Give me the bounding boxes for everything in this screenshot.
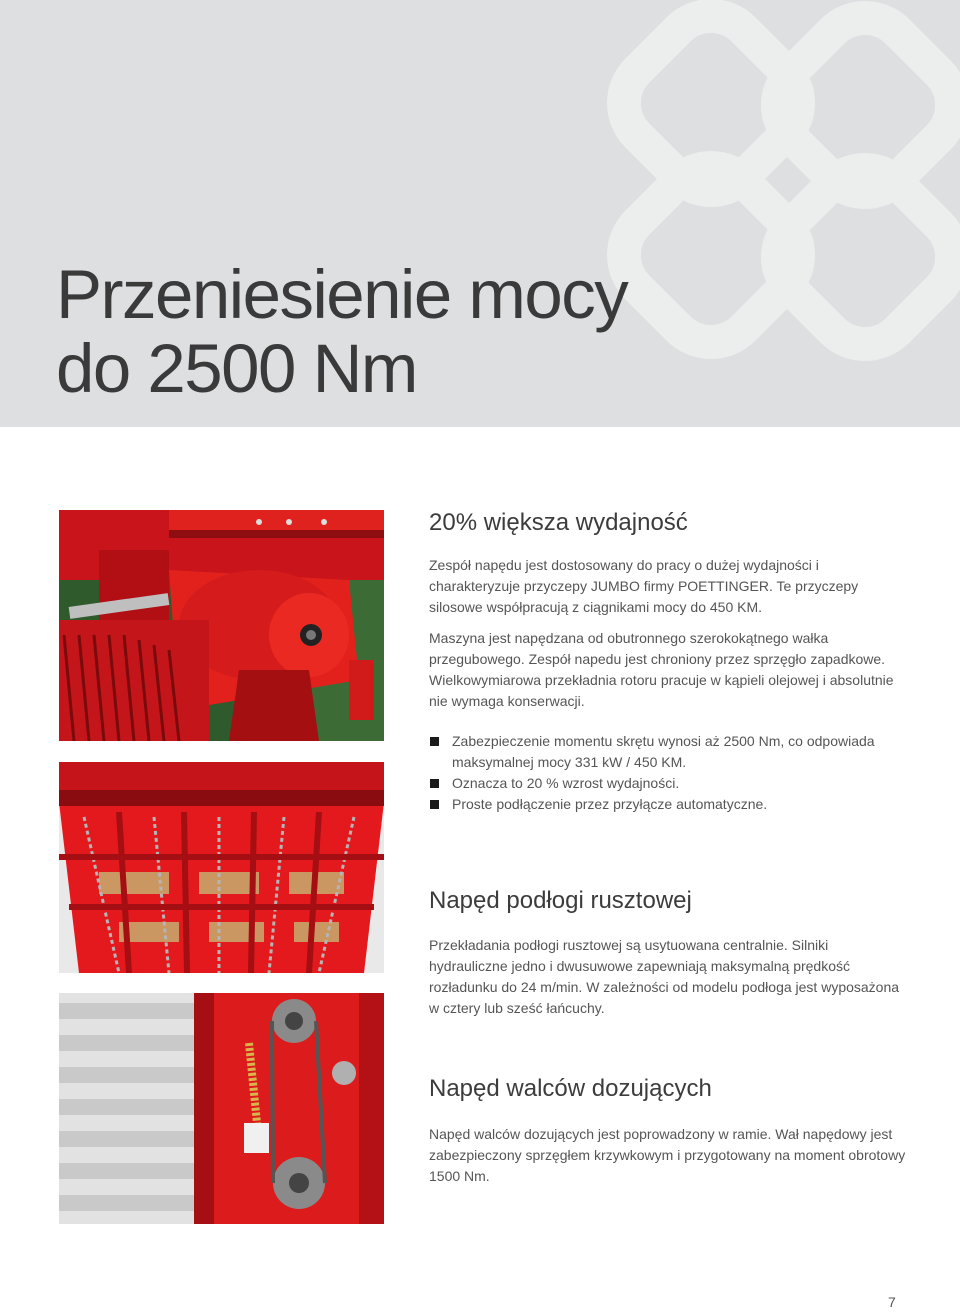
feature-list — [429, 731, 909, 815]
section-paragraph: Zespół napędu jest dostosowany do pracy o dużej wydajności i charakteryzuje przyczepy JUMBO firmy POETTINGER. Te przyczepy silosowe współpracują z ciągnikami mocy do 450 KM. — [429, 557, 859, 615]
section-power-transmission — [429, 508, 909, 815]
page-title-line-2: do 2500 Nm — [56, 330, 417, 407]
rotor-gearbox-photo — [59, 510, 384, 741]
list-item: Proste podłączenie przez przyłącze automatyczne. — [429, 794, 909, 815]
dosing-drive-photo — [59, 993, 384, 1224]
list-item: Zabezpieczenie momentu skrętu wynosi aż 2500 Nm, co odpowiada maksymalnej mocy 331 kW / 450 KM. — [429, 731, 909, 773]
section-paragraph: Maszyna jest napędzana od obutronnego szerokokątnego wałka przegubowego. Zespół napedu jest chroniony przez sprzęgło zapadkowe. Wielkowymiarowa przekładnia rotoru pracuje w kąpieli olejowej i absolutnie nie wymaga konserwacji. — [429, 630, 894, 709]
section-heading: Napęd walców dozujących — [429, 1075, 712, 1102]
page-number: 7 — [888, 1294, 896, 1310]
section-heading: 20% większa wydajność — [429, 509, 688, 536]
page-title-line-1: Przeniesienie mocy — [56, 256, 628, 333]
section-heading: Napęd podłogi rusztowej — [429, 887, 692, 914]
section-floor-drive — [429, 886, 909, 1019]
section-dosing-drive — [429, 1074, 909, 1187]
list-item: Oznacza to 20 % wzrost wydajności. — [429, 773, 909, 794]
section-paragraph: Napęd walców dozujących jest poprowadzony w ramie. Wał napędowy jest zabezpieczony sprzęgłem krzywkowym i przygotowany na moment obrotowy 1500 Nm. — [429, 1126, 906, 1184]
page-title — [56, 258, 627, 406]
header-band — [0, 0, 960, 427]
scraper-floor-photo — [59, 762, 384, 973]
section-paragraph: Przekładania podłogi rusztowej są usytuowana centralnie. Silniki hydrauliczne jedno i dwusuwowe zapewniają maksymalną prędkość rozładunku do 24 m/min. W zależności od modelu podłoga jest wyposażona w cztery lub sześć łańcuchy. — [429, 937, 900, 1016]
